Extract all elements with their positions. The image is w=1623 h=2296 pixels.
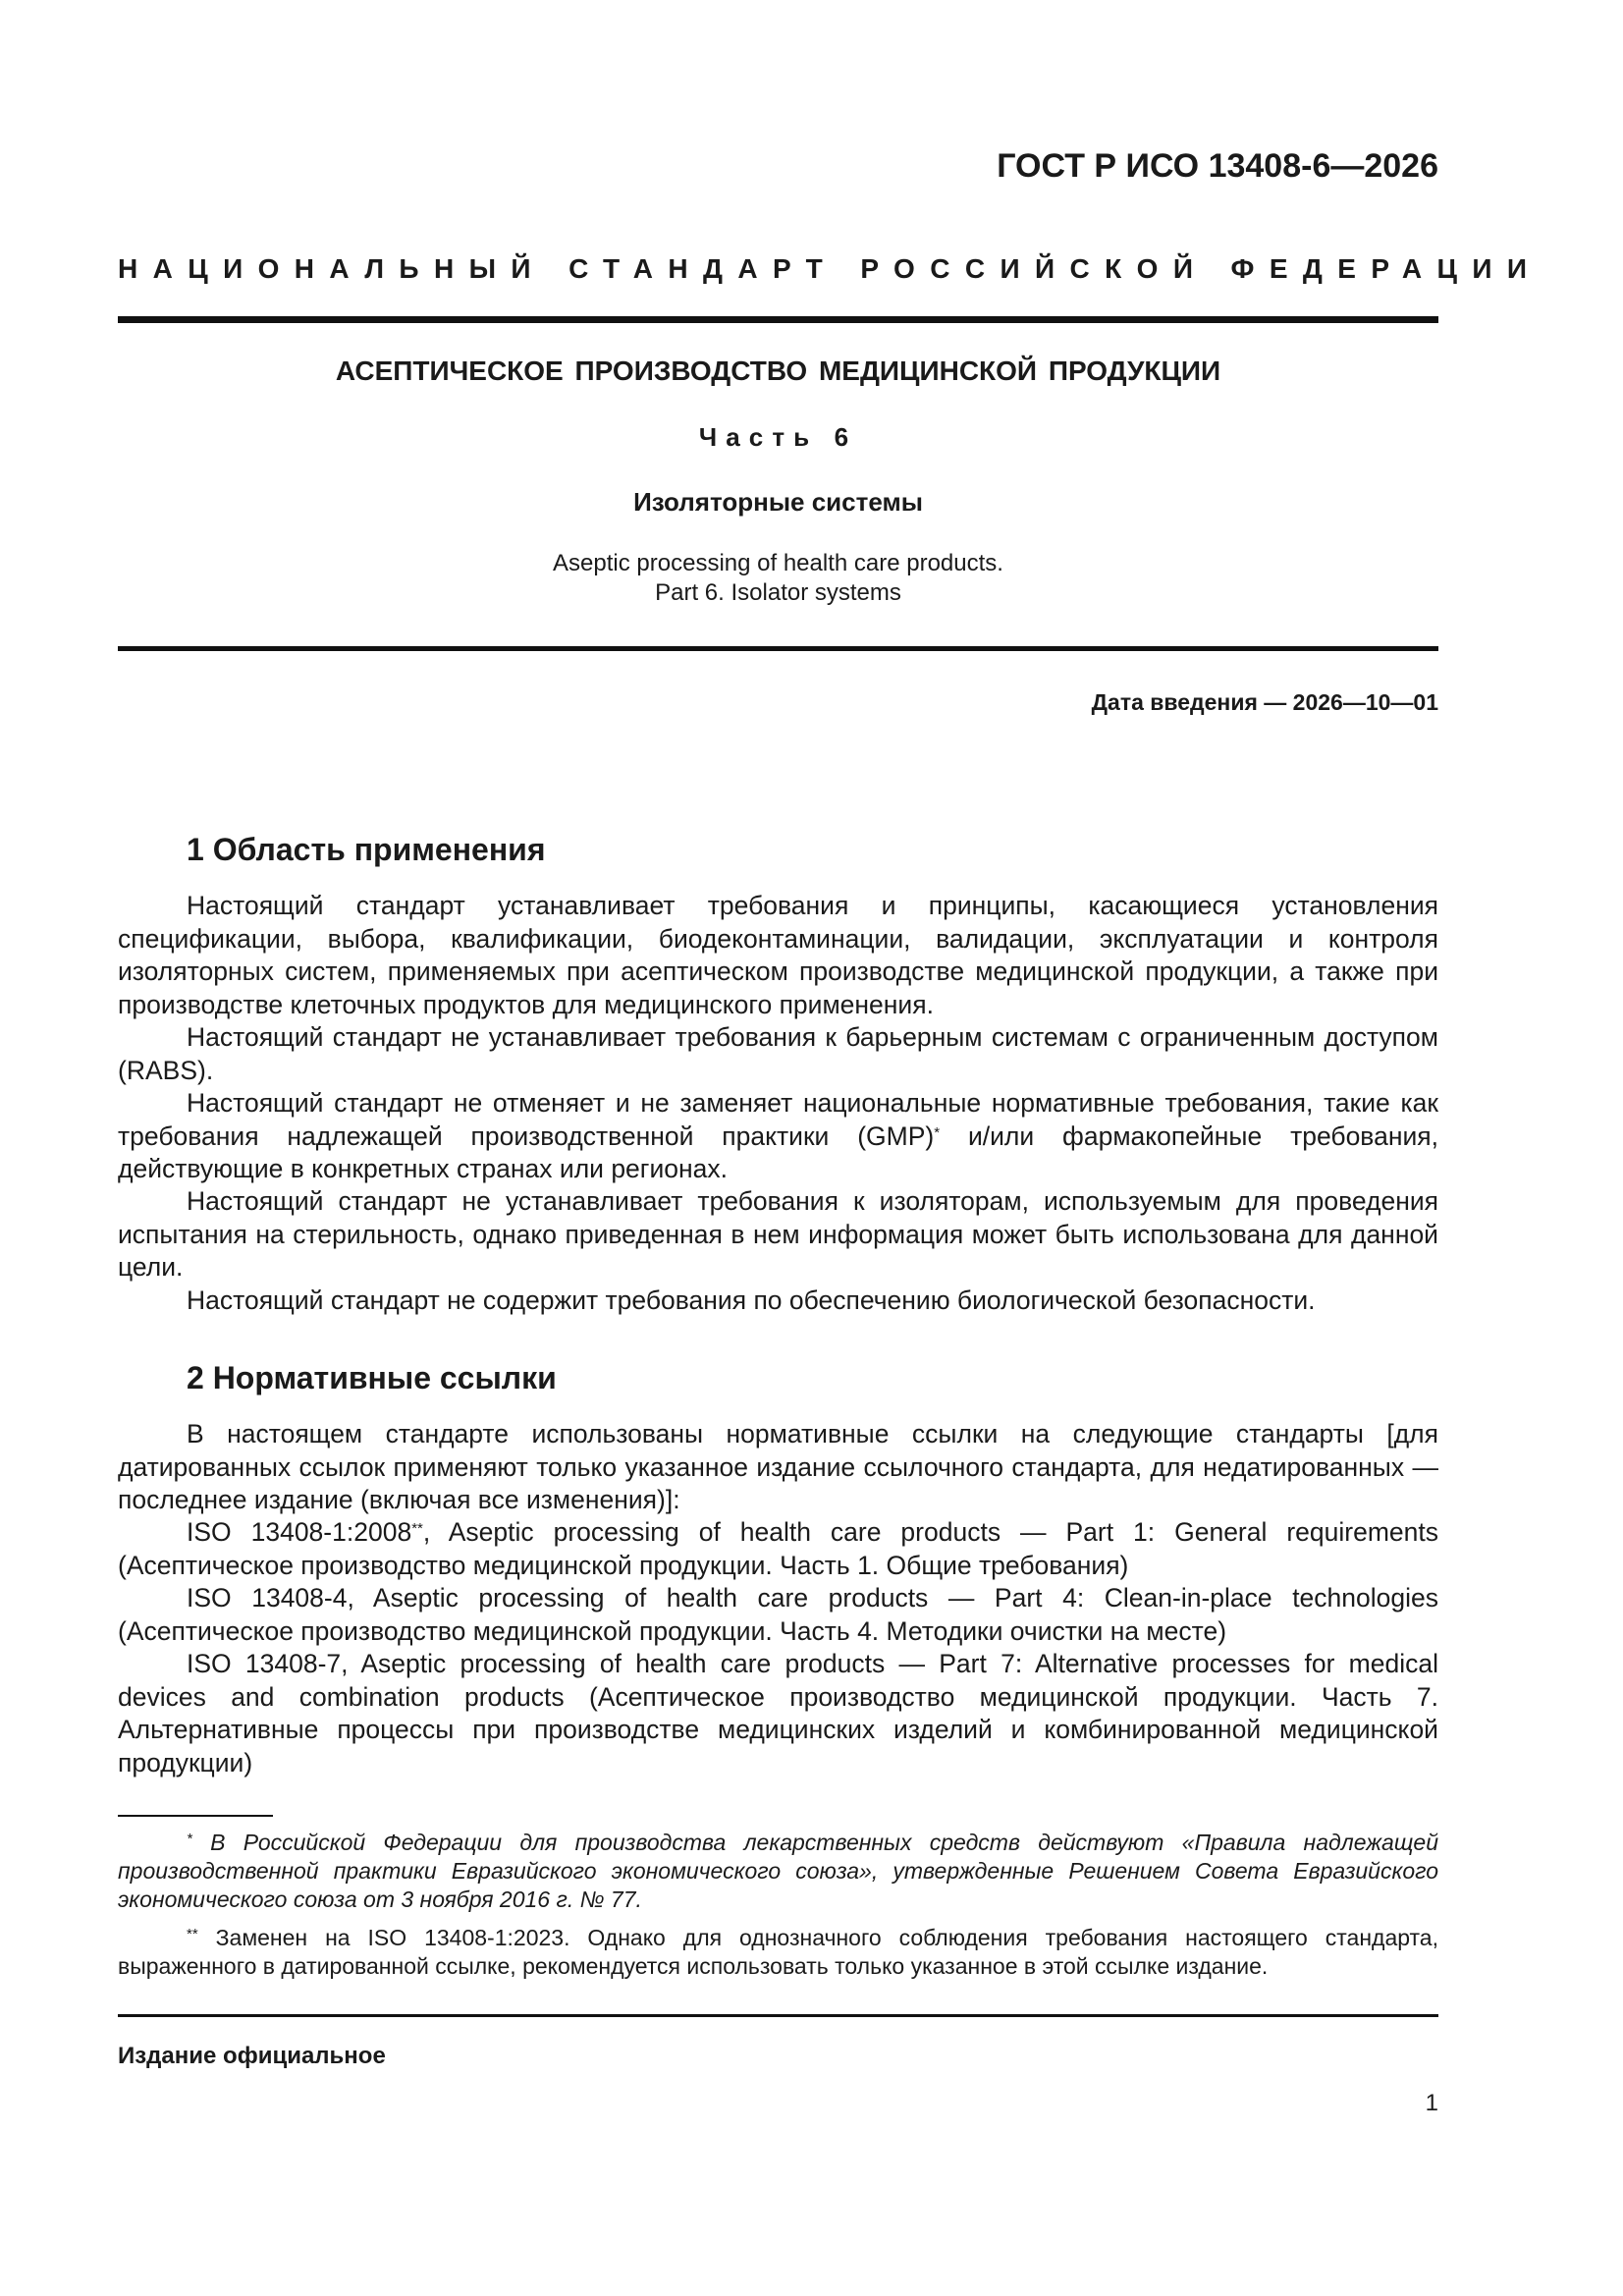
footnote-1 — [118, 1829, 1438, 1914]
document-part: Часть 6 — [698, 422, 858, 452]
header-divider — [118, 316, 1438, 323]
english-title-line-2: Part 6. Isolator systems — [655, 579, 901, 606]
section-1-paragraph-5: Настоящий стандарт не содержит требования по обеспечению биологической безопасности. — [187, 1285, 1316, 1315]
footnote-ref-1[interactable]: * — [934, 1123, 941, 1141]
section-1-paragraph-2: Настоящий стандарт не устанавливает требования к барьерным системам с ограниченным доступом (RABS). — [118, 1022, 1438, 1085]
footer-divider — [118, 2014, 1438, 2017]
reference-iso-13408-1 — [118, 1516, 1438, 1582]
footnote-2-text: Заменен на ISO 13408-1:2023. Однако для однозначного соблюдения требования настоящего стандарта, выраженного в датированной ссылке, рекомендуется использовать только указанное в этой ссылке издание. — [118, 1925, 1438, 1979]
reference-text: , Aseptic processing of health care products — Part 1: General requirements (Асептическое производство медицинской продукции. Часть 1. Общие требования) — [118, 1517, 1438, 1580]
section-1-heading: 1 Область применения — [187, 832, 546, 867]
gmp-text: Настоящий стандарт не отменяет и не заменяет национальные нормативные требования, такие как требования надлежащей производственной практики (GMP) — [118, 1088, 1438, 1151]
footnote-separator — [118, 1815, 273, 1817]
footnote-1-text: В Российской Федерации для производства лекарственных средств действуют «Правила надлежащей производственной практики Евразийского экономического союза», утвержденные Решением Совета Евразийского экономического союза от 3 ноября 2016 г. № 77. — [118, 1830, 1438, 1912]
reference-iso-13408-4: ISO 13408-4, Aseptic processing of health care products — Part 4: Clean-in-place technologies (Асептическое производство медицинской продукции. Часть 4. Методики очистки на месте) — [118, 1583, 1438, 1646]
page-number: 1 — [1425, 2090, 1438, 2116]
standard-type-line: НАЦИОНАЛЬНЫЙ СТАНДАРТ РОССИЙСКОЙ ФЕДЕРАЦИИ — [118, 253, 1542, 284]
footnote-1-mark: * — [187, 1831, 192, 1847]
footnote-2-mark: ** — [187, 1926, 198, 1942]
section-2-heading: 2 Нормативные ссылки — [187, 1360, 557, 1395]
section-1-paragraph-1: Настоящий стандарт устанавливает требования и принципы, касающиеся установления спецификации, выбора, квалификации, биодеконтаминации, валидации, эксплуатации и контроля изоляторных систем, применяемых при асептическом производстве медицинской продукции, а также при производстве клеточных продуктов для медицинского применения. — [118, 891, 1438, 1019]
title-divider — [118, 646, 1438, 651]
gmp-text-continued: и/или фармакопейные требования, действующие в конкретных странах или регионах. — [118, 1121, 1438, 1184]
footnote-ref-2[interactable]: ** — [411, 1520, 423, 1537]
english-title-line-1: Aseptic processing of health care products. — [553, 550, 1003, 576]
section-1-paragraph-4: Настоящий стандарт не устанавливает требования к изоляторам, используемым для проведения испытания на стерильность, однако приведенная в нем информация может быть использована для данной цели. — [118, 1186, 1438, 1283]
document-subtitle: Изоляторные системы — [633, 487, 923, 517]
edition-label: Издание официальное — [118, 2043, 386, 2069]
introduction-date: Дата введения — 2026—10—01 — [1091, 689, 1438, 715]
reference-code: ISO 13408-1:2008 — [187, 1517, 412, 1547]
footnote-2 — [118, 1924, 1438, 1981]
document-title: АСЕПТИЧЕСКОЕ ПРОИЗВОДСТВО МЕДИЦИНСКОЙ ПРОДУКЦИИ — [335, 355, 1221, 386]
reference-iso-13408-7: ISO 13408-7, Aseptic processing of health care products — Part 7: Alternative processes for medical devices and combination products (Асептическое производство медицинской продукции. Часть 7. Альтернативные процессы при производстве медицинских изделий и комбинированной медицинской продукции) — [118, 1649, 1438, 1777]
document-number: ГОСТ Р ИСО 13408-6—2026 — [997, 147, 1438, 185]
section-1-paragraph-3 — [118, 1087, 1438, 1186]
section-2-intro: В настоящем стандарте использованы нормативные ссылки на следующие стандарты [для датированных ссылок применяют только указанное издание ссылочного стандарта, для недатированных — последнее издание (включая все изменения)]: — [118, 1419, 1438, 1515]
